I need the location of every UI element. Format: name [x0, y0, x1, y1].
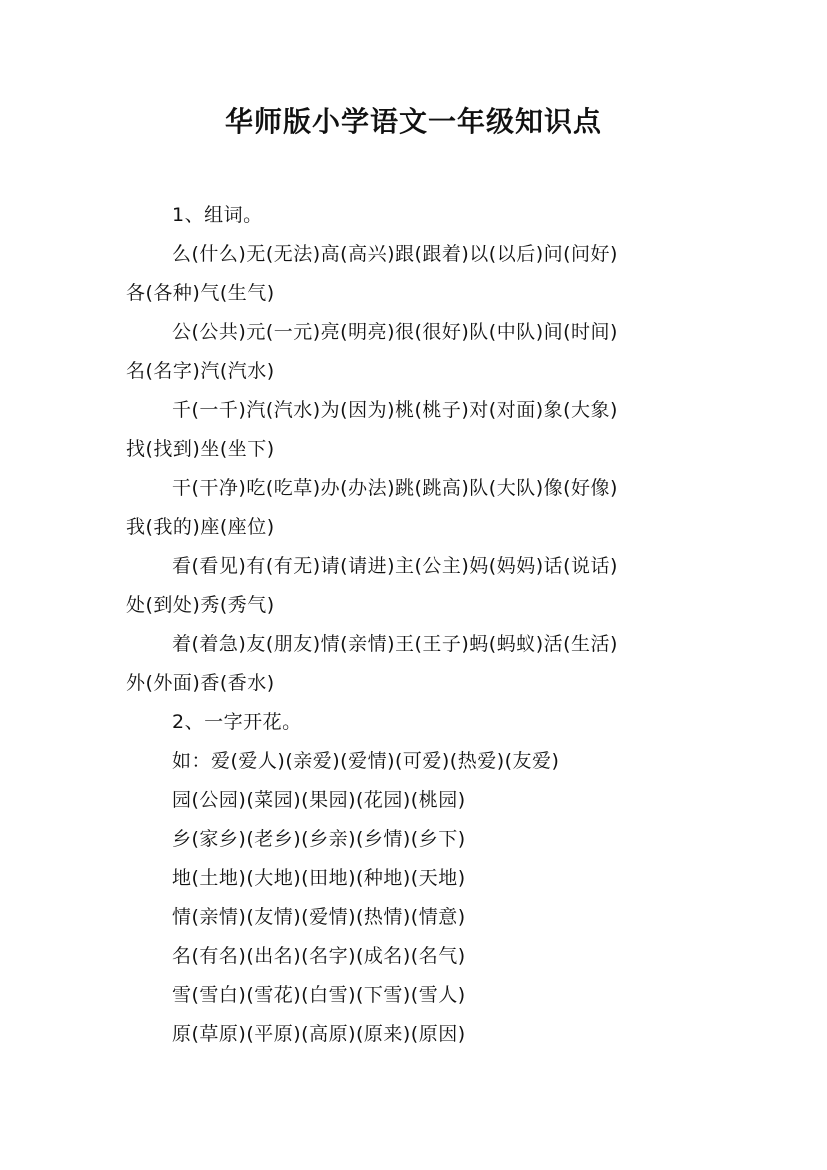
word-group-6-line-2: 外(外面)香(香水) — [126, 672, 275, 694]
flower-line-7: 雪(雪白)(雪花)(白雪)(下雪)(雪人) — [172, 984, 466, 1006]
word-group-3-line-2: 找(找到)坐(坐下) — [126, 438, 275, 460]
word-group-4-line-1: 干(干净)吃(吃草)办(办法)跳(跳高)队(大队)像(好像) — [172, 477, 618, 499]
word-group-5-line-1: 看(看见)有(有无)请(请进)主(公主)妈(妈妈)话(说话) — [172, 555, 618, 577]
document-body — [126, 196, 716, 1054]
word-group-6-line-1: 着(着急)友(朋友)情(亲情)王(王子)蚂(蚂蚁)活(生活) — [172, 633, 618, 655]
word-group-3-line-1: 千(一千)汽(汽水)为(因为)桃(桃子)对(对面)象(大象) — [172, 399, 618, 421]
page-title: 华师版小学语文一年级知识点 — [224, 105, 602, 138]
flower-line-6: 名(有名)(出名)(名字)(成名)(名气) — [172, 945, 466, 967]
flower-line-3: 乡(家乡)(老乡)(乡亲)(乡情)(乡下) — [172, 828, 466, 850]
section-1-heading: 1、组词。 — [172, 204, 263, 226]
flower-line-2: 园(公园)(菜园)(果园)(花园)(桃园) — [172, 789, 466, 811]
word-group-2-line-2: 名(名字)汽(汽水) — [126, 360, 275, 382]
word-group-1-line-2: 各(各种)气(生气) — [126, 282, 275, 304]
flower-line-4: 地(土地)(大地)(田地)(种地)(天地) — [172, 867, 466, 889]
word-group-1-line-1: 么(什么)无(无法)高(高兴)跟(跟着)以(以后)问(问好) — [172, 243, 618, 265]
word-group-2-line-1: 公(公共)元(一元)亮(明亮)很(很好)队(中队)间(时间) — [172, 321, 618, 343]
section-2-heading: 2、一字开花。 — [172, 711, 302, 733]
word-group-4-line-2: 我(我的)座(座位) — [126, 516, 275, 538]
flower-line-8: 原(草原)(平原)(高原)(原来)(原因) — [172, 1023, 466, 1045]
flower-line-5: 情(亲情)(友情)(爱情)(热情)(情意) — [172, 906, 466, 928]
word-group-5-line-2: 处(到处)秀(秀气) — [126, 594, 275, 616]
flower-line-1: 如：爱(爱人)(亲爱)(爱情)(可爱)(热爱)(友爱) — [172, 750, 560, 772]
